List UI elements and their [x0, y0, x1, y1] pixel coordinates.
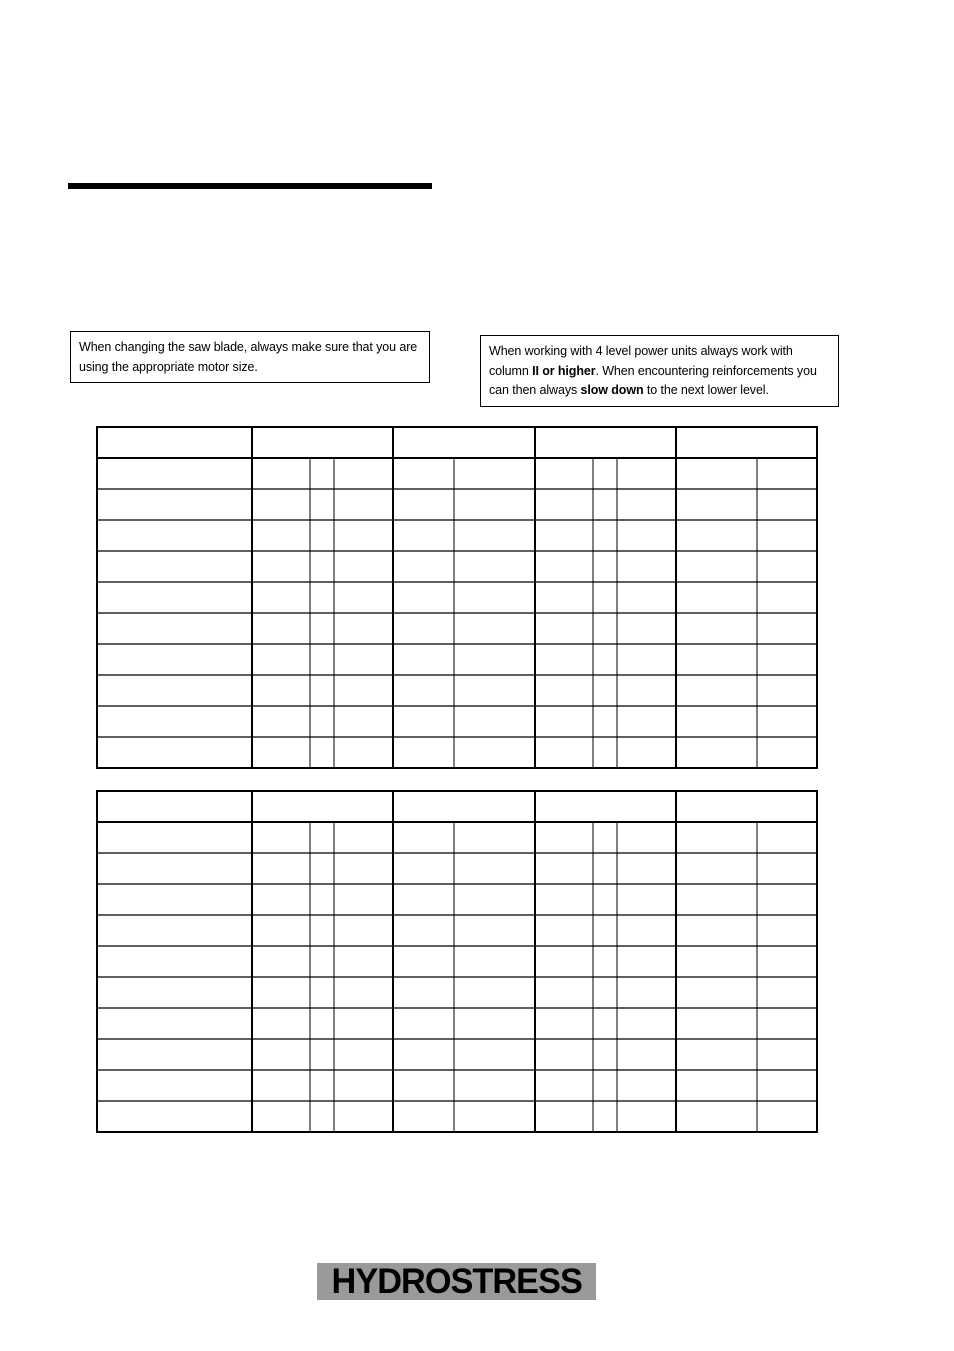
- power-units-note: [480, 335, 839, 407]
- motor-size-note: [70, 331, 430, 383]
- cutting-table-1-grid: [96, 426, 818, 769]
- hydrostress-logo: [317, 1263, 596, 1300]
- power-units-note-text-1: When working with 4 level power units always work with column: [489, 344, 793, 378]
- motor-size-note-text: When changing the saw blade, always make sure that you are using the appropriate motor size.: [79, 340, 418, 374]
- hydrostress-logo-text: HYDROSTRESS: [331, 1262, 582, 1301]
- power-units-note-text-3: to the next lower level.: [643, 383, 769, 397]
- cutting-table-2: [96, 790, 818, 1133]
- power-units-note-text-2: . When encountering reinforcements you can then always: [489, 363, 817, 397]
- cutting-table-2-grid: [96, 790, 818, 1133]
- cutting-table-1: [96, 426, 818, 769]
- power-units-note-bold-slowdown: slow down: [580, 383, 644, 397]
- power-units-note-bold-column: II or higher: [532, 363, 596, 378]
- title-underline: [68, 183, 432, 189]
